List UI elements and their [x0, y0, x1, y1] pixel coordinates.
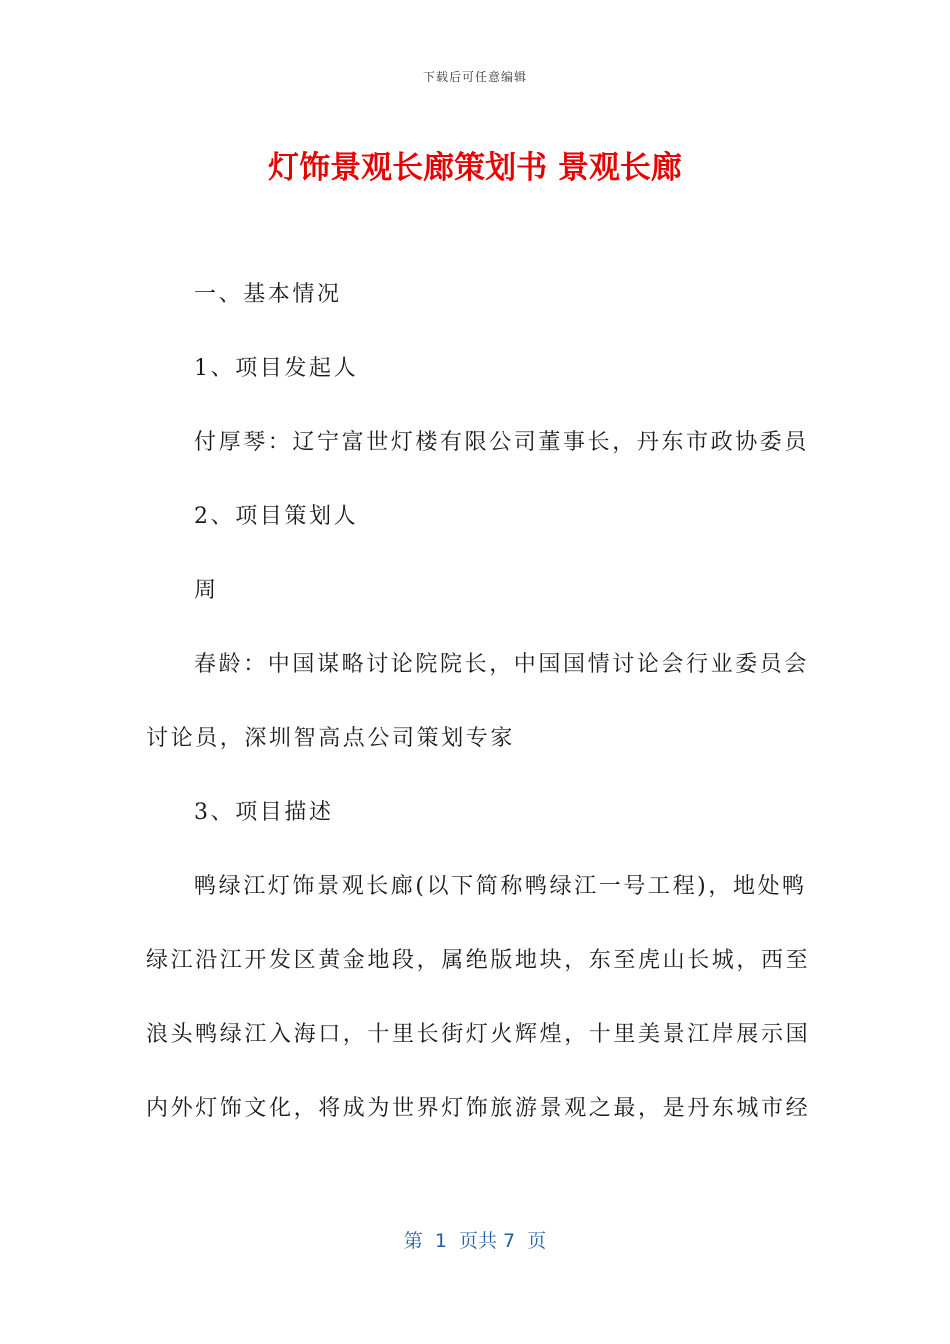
paragraph: 3、项目描述 — [194, 800, 334, 825]
paragraph: 讨论员，深圳智高点公司策划专家 — [146, 726, 516, 751]
paragraph: 一、基本情况 — [194, 282, 342, 307]
paragraph: 周 — [194, 578, 219, 603]
document-body — [146, 276, 811, 1164]
document-title: 灯饰景观长廊策划书 景观长廊 — [268, 150, 682, 186]
paragraph: 绿江沿江开发区黄金地段，属绝版地块，东至虎山长城，西至 — [146, 948, 811, 973]
paragraph: 鸭绿江灯饰景观长廊(以下简称鸭绿江一号工程)，地处鸭 — [194, 874, 807, 899]
paragraph: 1、项目发起人 — [194, 356, 359, 381]
paragraph: 浪头鸭绿江入海口，十里长街灯火辉煌，十里美景江岸展示国 — [146, 1022, 811, 1047]
paragraph: 2、项目策划人 — [194, 504, 359, 529]
paragraph: 内外灯饰文化，将成为世界灯饰旅游景观之最，是丹东城市经 — [146, 1096, 811, 1121]
page-number-footer: 第 1 页共 7 页 — [403, 1230, 547, 1252]
header-note: 下载后可任意编辑 — [422, 70, 527, 84]
paragraph: 付厚琴：辽宁富世灯楼有限公司董事长，丹东市政协委员 — [194, 430, 810, 455]
paragraph: 春龄：中国谋略讨论院院长，中国国情讨论会行业委员会 — [194, 652, 810, 677]
